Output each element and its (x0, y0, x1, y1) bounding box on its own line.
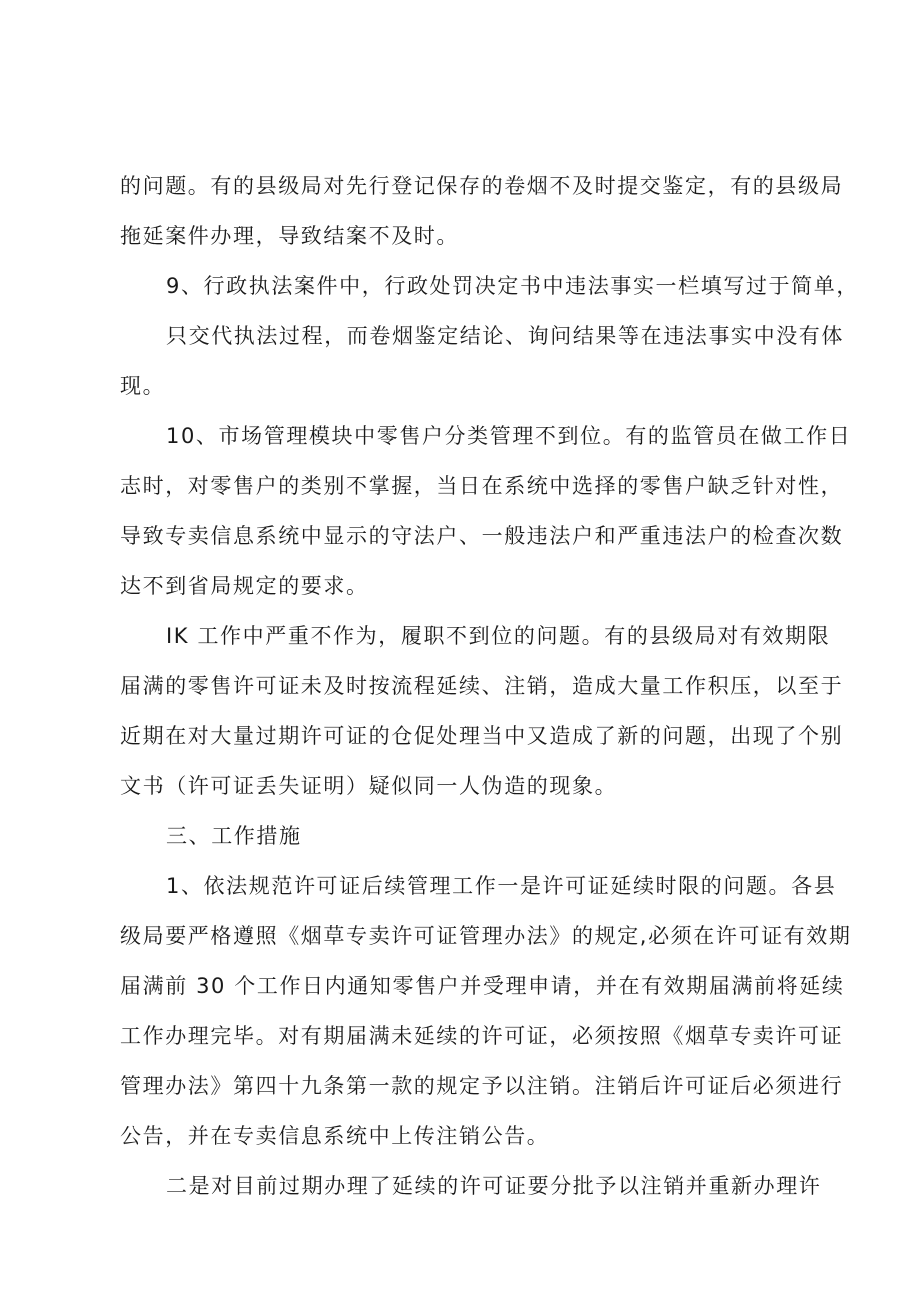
text-line: 的问题。有的县级局对先行登记保存的卷烟不及时提交鉴定，有的县级局 (120, 174, 844, 198)
text-line: IK 工作中严重不作为，履职不到位的问题。有的县级局对有效期限 (166, 624, 831, 648)
text-line: 届满前 30 个工作日内通知零售户并受理申请，并在有效期届满前将延续 (120, 974, 845, 998)
text-line: 只交代执法过程，而卷烟鉴定结论、询问结果等在违法事实中没有体 (166, 324, 844, 348)
text-line: 工作办理完毕。对有期届满未延续的许可证，必须按照《烟草专卖许可证 (120, 1024, 844, 1048)
text-line: 管理办法》第四十九条第一款的规定予以注销。注销后许可证后必须进行 (120, 1074, 844, 1098)
text-line: 文书（许可证丢失证明）疑似同一人伪造的现象。 (120, 774, 618, 798)
text-line: 二是对目前过期办理了延续的许可证要分批予以注销并重新办理许 (166, 1174, 822, 1198)
text-line: 9、行政执法案件中，行政处罚决定书中违法事实一栏填写过于简单， (166, 274, 859, 298)
text-line: 达不到省局规定的要求。 (120, 574, 369, 598)
text-line: 届满的零售许可证未及时按流程延续、注销，造成大量工作积压，以至于 (120, 674, 844, 698)
section-heading: 三、工作措施 (166, 824, 302, 848)
text-line: 导致专卖信息系统中显示的守法户、一般违法户和严重违法户的检查次数 (120, 524, 844, 548)
text-line: 现。 (120, 374, 166, 398)
text-line: 公告，并在专卖信息系统中上传注销公告。 (120, 1124, 550, 1148)
text-line: 级局要严格遵照《烟草专卖许可证管理办法》的规定,必须在许可证有效期 (120, 924, 852, 948)
text-line: 志时，对零售户的类别不掌握，当日在系统中选择的零售户缺乏针对性， (120, 474, 844, 498)
text-line: 10、市场管理模块中零售户分类管理不到位。有的监管员在做工作日 (166, 424, 852, 448)
text-line: 拖延案件办理，导致结案不及时。 (120, 224, 459, 248)
text-line: 1、依法规范许可证后续管理工作一是许可证延续时限的问题。各县 (166, 874, 837, 898)
text-line: 近期在对大量过期许可证的仓促处理当中又造成了新的问题，出现了个别 (120, 724, 844, 748)
